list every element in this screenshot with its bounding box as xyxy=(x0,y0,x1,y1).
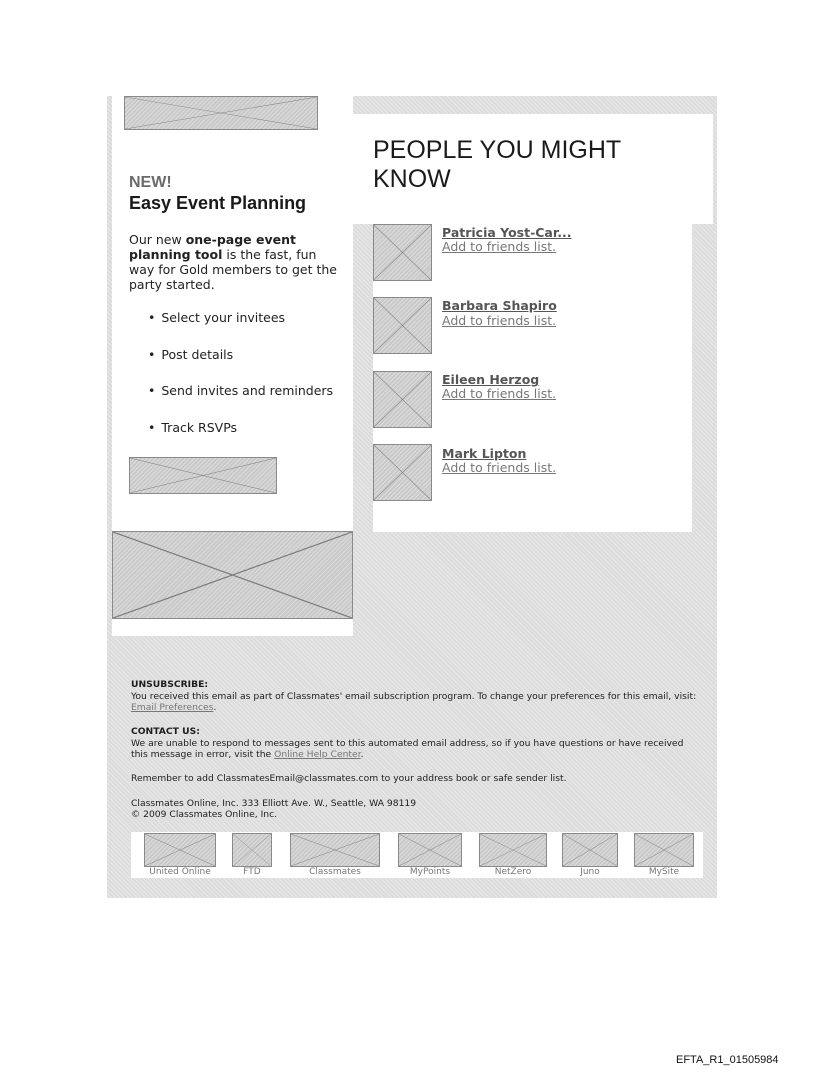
person-photo[interactable] xyxy=(373,371,432,428)
copyright-text: © 2009 Classmates Online, Inc. xyxy=(131,809,278,820)
add-friend-link[interactable]: Add to friends list. xyxy=(442,239,557,254)
get-started-button-image[interactable] xyxy=(129,457,277,494)
safe-sender-note: Remember to add ClassmatesEmail@classmates.com to your address book or safe sender list. xyxy=(131,773,567,784)
promo-description: Our new one-page event planning tool is the fast, fun way for Gold members to get the party started. xyxy=(129,232,337,292)
brand-logo-juno[interactable] xyxy=(562,833,618,867)
bullet-item: • Send invites and reminders xyxy=(148,383,333,398)
brand-label: United Online xyxy=(149,867,211,877)
person-name-link[interactable]: Patricia Yost-Car... xyxy=(442,225,572,240)
bullet-item: • Track RSVPs xyxy=(148,420,237,435)
contact-section: CONTACT US: We are unable to respond to messages sent to this automated email address, so if you have questions or have received this message in error, visit the Online Help Center. xyxy=(131,726,684,760)
bullet-item: • Select your invitees xyxy=(148,310,285,325)
people-section-title: PEOPLE YOU MIGHT KNOW xyxy=(373,136,621,193)
bullet-item: • Post details xyxy=(148,347,233,362)
document-id: EFTA_R1_01505984 xyxy=(676,1054,779,1066)
brand-label: MySite xyxy=(648,867,680,877)
promo-banner-image[interactable] xyxy=(112,531,353,619)
help-center-link[interactable]: Online Help Center xyxy=(274,749,361,760)
company-address: Classmates Online, Inc. 333 Elliott Ave. W., Seattle, WA 98119 xyxy=(131,798,417,809)
email-preferences-link[interactable]: Email Preferences xyxy=(131,702,214,713)
add-friend-link[interactable]: Add to friends list. xyxy=(442,386,557,401)
new-label: NEW! xyxy=(129,174,172,191)
contact-heading: CONTACT US: xyxy=(131,726,200,737)
unsubscribe-heading: UNSUBSCRIBE: xyxy=(131,679,209,690)
promo-bold-text: one-page event planning tool xyxy=(129,232,296,262)
brand-logo-classmates[interactable] xyxy=(290,833,380,867)
promo-title: Easy Event Planning xyxy=(129,193,307,213)
person-name-link[interactable]: Eileen Herzog xyxy=(442,372,540,387)
person-photo[interactable] xyxy=(373,224,432,281)
add-friend-link[interactable]: Add to friends list. xyxy=(442,313,557,328)
brand-label: NetZero xyxy=(494,867,532,877)
brand-label: Classmates xyxy=(309,867,361,877)
brand-logo-united-online[interactable] xyxy=(144,833,216,867)
person-name-link[interactable]: Mark Lipton xyxy=(442,446,527,461)
add-friend-link[interactable]: Add to friends list. xyxy=(442,460,557,475)
person-photo[interactable] xyxy=(373,444,432,501)
brand-label: Juno xyxy=(580,867,600,877)
brand-logo-netzero[interactable] xyxy=(479,833,547,867)
brand-logo-ftd[interactable] xyxy=(232,833,272,867)
unsubscribe-section: UNSUBSCRIBE: You received this email as part of Classmates' email subscription program. To change your preferences for this email, visit: Email Preferences. xyxy=(131,679,697,713)
person-name-link[interactable]: Barbara Shapiro xyxy=(442,298,557,313)
header-image-placeholder xyxy=(124,96,318,130)
person-photo[interactable] xyxy=(373,297,432,354)
brand-label: MyPoints xyxy=(409,867,451,877)
brand-label: FTD xyxy=(243,867,261,877)
brand-logo-mysite[interactable] xyxy=(634,833,694,867)
brand-logo-mypoints[interactable] xyxy=(398,833,462,867)
